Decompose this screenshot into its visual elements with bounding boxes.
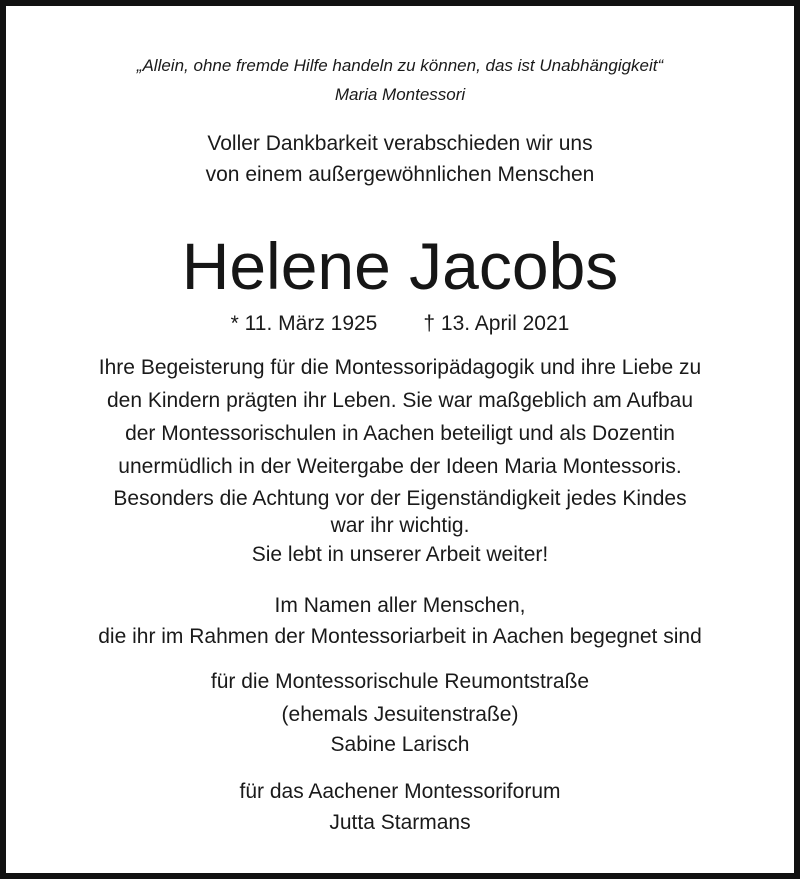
quote-author: Maria Montessori: [334, 85, 466, 104]
tribute-line: war ihr wichtig.: [330, 514, 470, 537]
signatory-school-line: (ehemals Jesuitenstraße): [281, 703, 519, 726]
tribute-line: unermüdlich in der Weitergabe der Ideen Maria Montessoris.: [118, 455, 682, 478]
death-date: † 13. April 2021: [423, 312, 570, 335]
in-name-of-line: die ihr im Rahmen der Montessoriarbeit in Aachen begegnet sind: [98, 625, 702, 648]
tribute-line: der Montessorischulen in Aachen beteiligt und als Dozentin: [125, 422, 675, 445]
in-name-of-line: Im Namen aller Menschen,: [274, 594, 526, 617]
tribute-line: den Kindern prägten ihr Leben. Sie war maßgeblich am Aufbau: [106, 389, 694, 412]
tribute-line: Ihre Begeisterung für die Montessoripädagogik und ihre Liebe zu: [98, 356, 702, 379]
life-dates: [6, 312, 794, 336]
intro-line: von einem außergewöhnlichen Menschen: [205, 163, 595, 186]
birth-date: * 11. März 1925: [230, 312, 378, 335]
tribute-line: Besonders die Achtung vor der Eigenständigkeit jedes Kindes: [113, 487, 687, 510]
quote-text: „Allein, ohne fremde Hilfe handeln zu können, das ist Unabhängigkeit“: [136, 56, 664, 75]
tribute-closing: Sie lebt in unserer Arbeit weiter!: [251, 543, 549, 566]
intro-line: Voller Dankbarkeit verabschieden wir uns: [207, 132, 593, 155]
deceased-name: Helene Jacobs: [181, 229, 619, 303]
signatory-school-line: für die Montessorischule Reumontstraße: [210, 670, 590, 693]
signatory-forum-line: für das Aachener Montessoriforum: [239, 780, 561, 803]
signatory-school-name: Sabine Larisch: [330, 733, 470, 756]
signatory-forum-name: Jutta Starmans: [329, 811, 471, 834]
